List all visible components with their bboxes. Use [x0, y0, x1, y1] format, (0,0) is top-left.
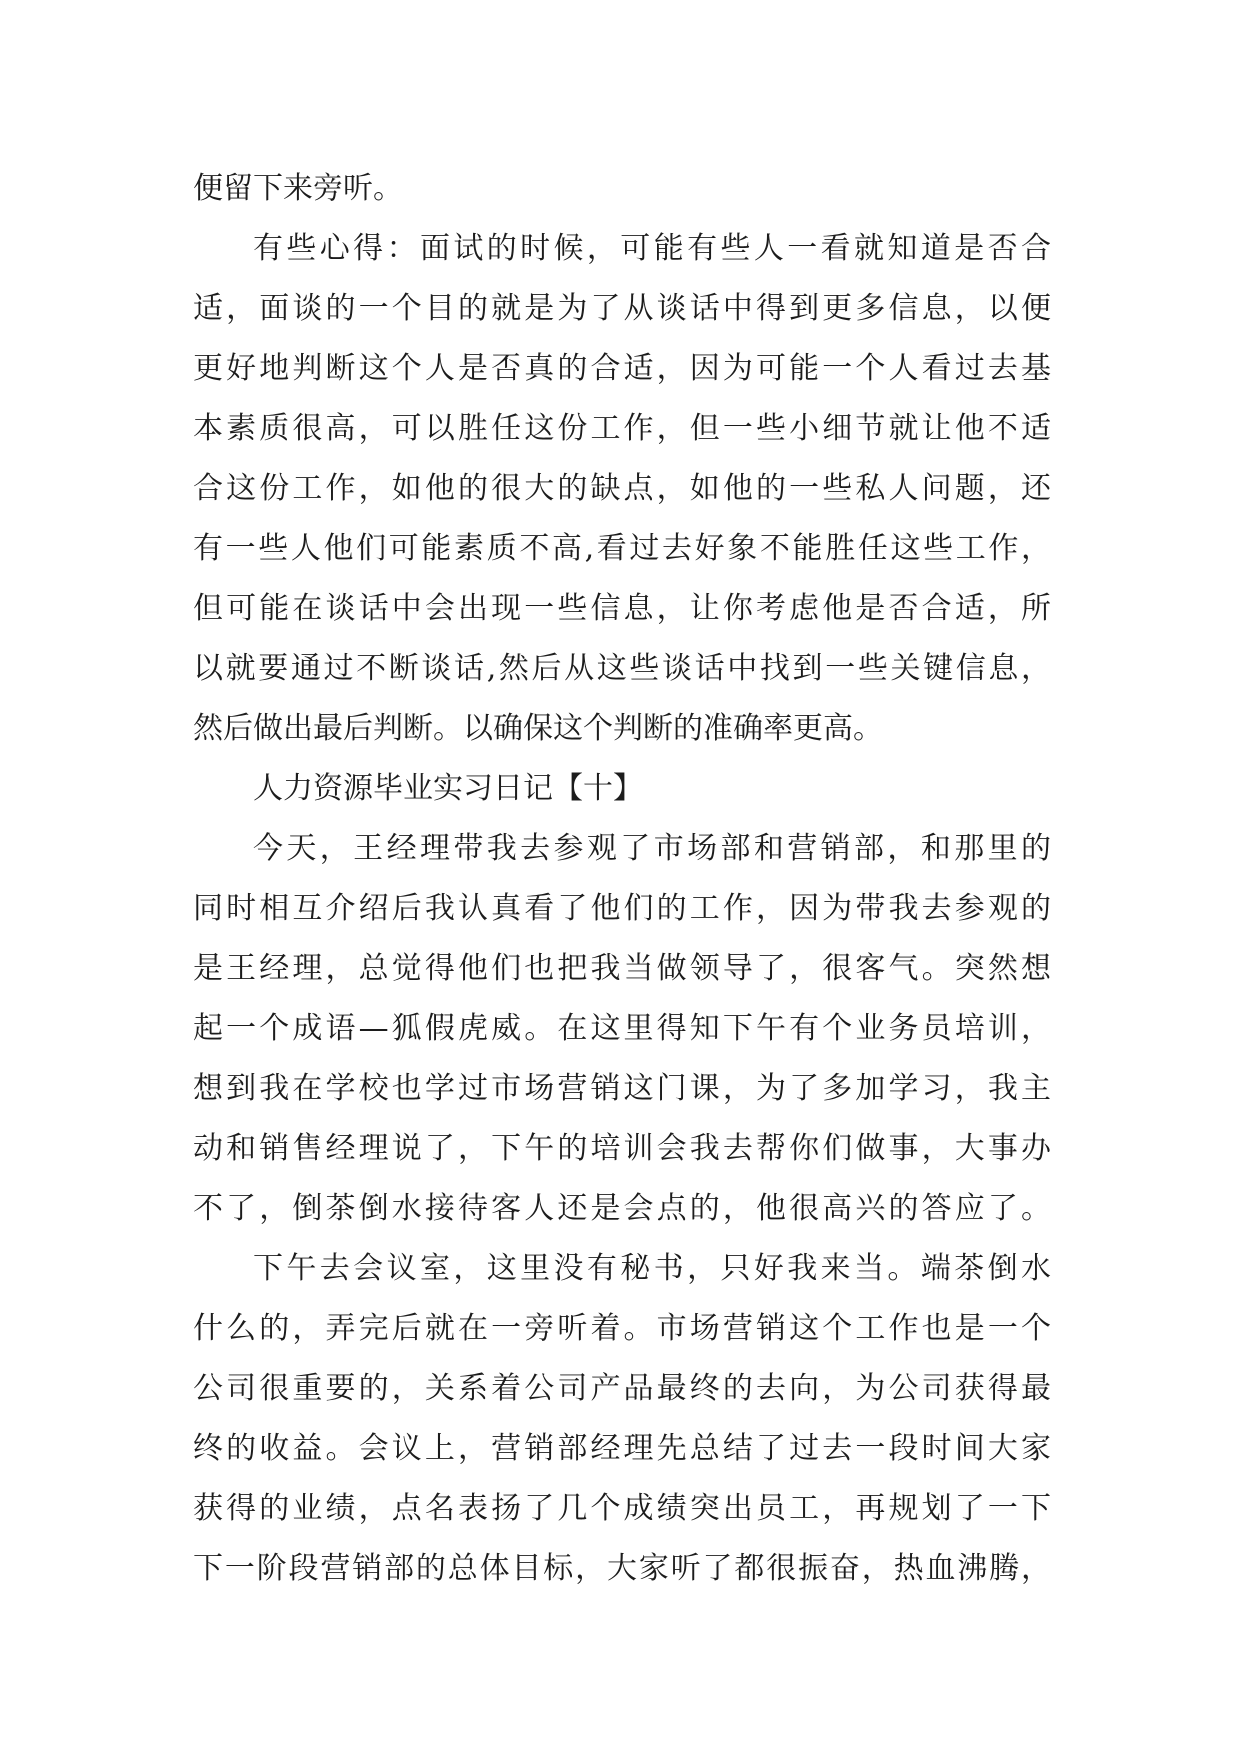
text-line: 公司很重要的，关系着公司产品最终的去向，为公司获得最 — [193, 1371, 1051, 1406]
text-line: 动和销售经理说了，下午的培训会我去帮你们做事，大事办 — [193, 1131, 1051, 1166]
text-line: 便留下来旁听。 — [193, 171, 403, 206]
text-line: 更好地判断这个人是否真的合适，因为可能一个人看过去基 — [193, 351, 1051, 386]
text-line: 适，面谈的一个目的就是为了从谈话中得到更多信息，以便 — [193, 291, 1051, 326]
paragraph-first-line: 今天，王经理带我去参观了市场部和营销部，和那里的 — [253, 831, 1051, 866]
section-heading: 人力资源毕业实习日记【十】 — [253, 771, 643, 806]
paragraph-first-line: 下午去会议室，这里没有秘书，只好我来当。端茶倒水 — [253, 1251, 1051, 1286]
text-line: 有一些人他们可能素质不高,看过去好象不能胜任这些工作， — [193, 531, 1051, 566]
text-line: 获得的业绩，点名表扬了几个成绩突出员工，再规划了一下 — [193, 1491, 1051, 1526]
text-line: 合这份工作，如他的很大的缺点，如他的一些私人问题，还 — [193, 471, 1051, 506]
text-line: 终的收益。会议上，营销部经理先总结了过去一段时间大家 — [193, 1431, 1051, 1466]
text-line: 本素质很高，可以胜任这份工作，但一些小细节就让他不适 — [193, 411, 1051, 446]
text-line: 什么的，弄完后就在一旁听着。市场营销这个工作也是一个 — [193, 1311, 1051, 1346]
text-line: 但可能在谈话中会出现一些信息，让你考虑他是否合适，所 — [193, 591, 1051, 626]
text-line: 不了，倒茶倒水接待客人还是会点的，他很高兴的答应了。 — [193, 1191, 1051, 1226]
text-line: 是王经理，总觉得他们也把我当做领导了，很客气。突然想 — [193, 951, 1051, 986]
text-line: 下一阶段营销部的总体目标，大家听了都很振奋，热血沸腾， — [193, 1551, 1051, 1586]
text-line: 同时相互介绍后我认真看了他们的工作，因为带我去参观的 — [193, 891, 1051, 926]
text-line: 以就要通过不断谈话,然后从这些谈话中找到一些关键信息， — [193, 651, 1051, 686]
text-line: 然后做出最后判断。以确保这个判断的准确率更高。 — [193, 711, 883, 746]
text-line: 想到我在学校也学过市场营销这门课，为了多加学习，我主 — [193, 1071, 1051, 1106]
document-body — [193, 159, 1051, 1599]
paragraph-first-line: 有些心得：面试的时候，可能有些人一看就知道是否合 — [253, 231, 1051, 266]
text-line: 起一个成语—狐假虎威。在这里得知下午有个业务员培训， — [193, 1011, 1051, 1046]
